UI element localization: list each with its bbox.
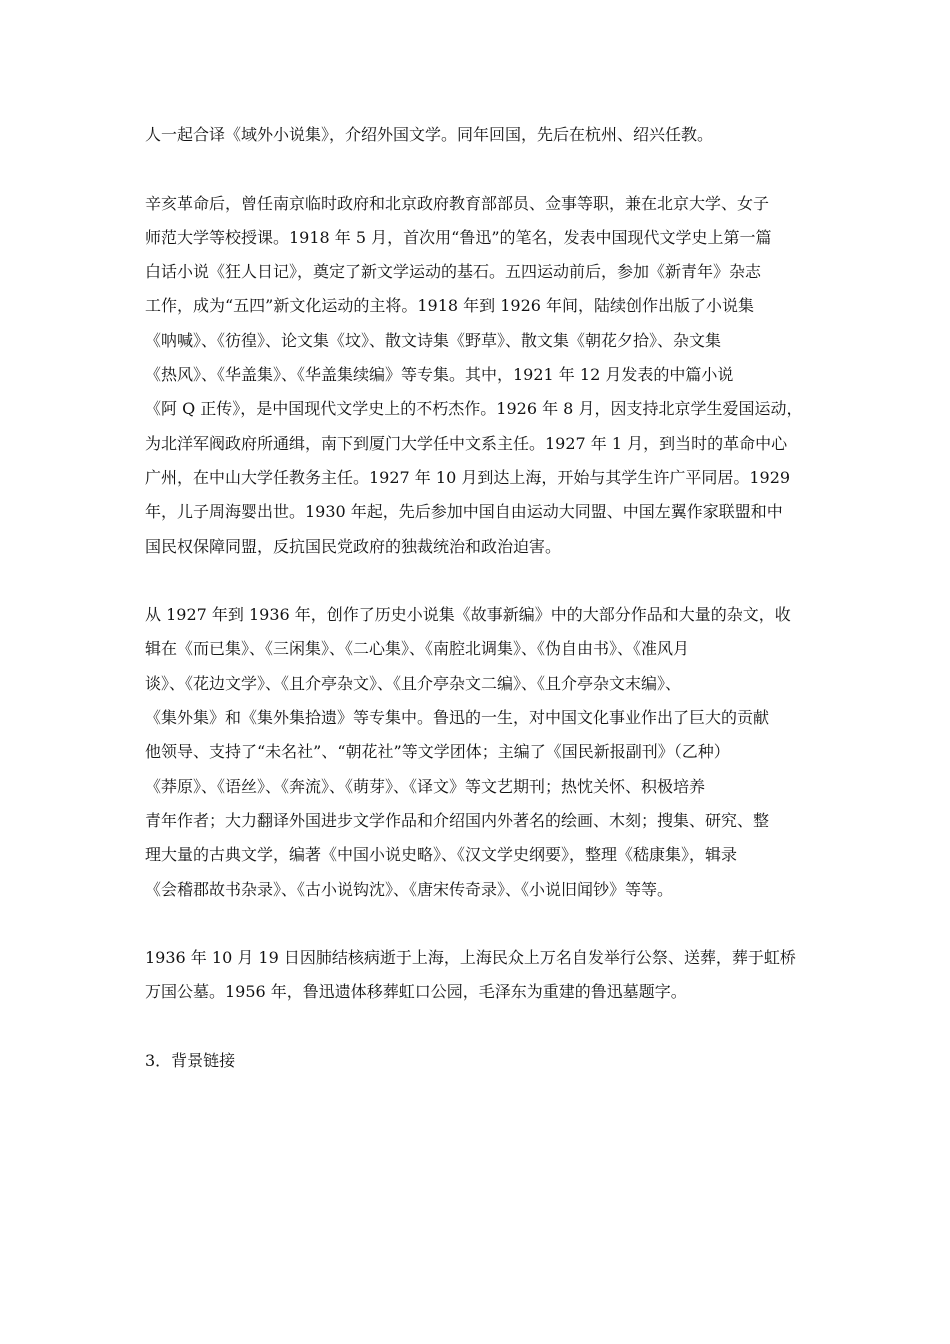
text-line: 《会稽郡故书杂录》、《古小说钩沈》、《唐宋传奇录》、《小说旧闻钞》等等。 [145,879,674,899]
text-line: 辛亥革命后，曾任南京临时政府和北京政府教育部部员、佥事等职，兼在北京大学、女子 [145,193,770,213]
paragraph [145,598,817,907]
text-line: 为北洋军阀政府所通缉，南下到厦门大学任中文系主任。1927 年 1 月，到当时的革命中心 [145,433,788,453]
paragraph-gap [145,1010,817,1044]
text-line: 谈》、《花边文学》、《且介亭杂文》、《且介亭杂文二编》、《且介亭杂文末编》、 [145,673,682,693]
text-line: 人一起合译《域外小说集》，介绍外国文学。同年回国，先后在杭州、绍兴任教。 [145,125,714,144]
text-line: 1936 年 10 月 19 日因肺结核病逝于上海，上海民众上万名自发举行公祭、送葬，葬于虹桥 [145,948,796,968]
text-line: 《呐喊》、《彷徨》、论文集《坟》、散文诗集《野草》、散文集《朝花夕拾》、杂文集 [145,330,722,350]
paragraph-gap [145,907,817,941]
paragraph [145,941,817,1010]
text-line: 国民权保障同盟，反抗国民党政府的独裁统治和政治迫害。 [145,536,562,556]
text-line: 3．背景链接 [145,1051,236,1071]
text-line: 万国公墓。1956 年，鲁迅遗体移葬虹口公园，毛泽东为重建的鲁迅墓题字。 [145,982,687,1002]
text-line: 《阿 Q 正传》，是中国现代文学史上的不朽杰作。1926 年 8 月，因支持北京学生爱国运动， [145,399,803,419]
text-line: 《集外集》和《集外集拾遗》等专集中。鲁迅的一生，对中国文化事业作出了巨大的贡献 [145,708,770,728]
text-line: 他领导、支持了“未名社”、“朝花社”等文学团体；主编了《国民新报副刊》（乙种） [145,742,730,762]
text-line: 青年作者；大力翻译外国进步文学作品和介绍国内外著名的绘画、木刻；搜集、研究、整 [145,810,770,830]
text-line: 《莽原》、《语丝》、《奔流》、《萌芽》、《译文》等文艺期刊；热忱关怀、积极培养 [145,776,706,796]
text-line: 《热风》、《华盖集》、《华盖集续编》等专集。其中，1921 年 12 月发表的中篇小说 [145,365,734,385]
text-line: 从 1927 年到 1936 年，创作了历史小说集《故事新编》中的大部分作品和大量的杂文，收 [145,605,791,625]
text-line: 广州，在中山大学任教务主任。1927 年 10 月到达上海，开始与其学生许广平同居。1929 [145,467,791,487]
text-line: 师范大学等校授课。1918 年 5 月，首次用“鲁迅”的笔名，发表中国现代文学史上第一篇 [145,227,772,247]
text-line: 年，儿子周海婴出世。1930 年起，先后参加中国自由运动大同盟、中国左翼作家联盟和中 [145,502,783,522]
text-line: 白话小说《狂人日记》，奠定了新文学运动的基石。五四运动前后，参加《新青年》杂志 [145,262,762,282]
text-line: 理大量的古典文学，编著《中国小说史略》、《汉文学史纲要》，整理《嵇康集》，辑录 [145,845,738,865]
document-body [145,118,817,1078]
paragraph-gap [145,564,817,598]
paragraph-gap [145,152,817,186]
paragraph [145,118,817,152]
section-heading [145,1044,817,1078]
paragraph [145,187,817,564]
text-line: 工作，成为“五四”新文化运动的主将。1918 年到 1926 年间，陆续创作出版了小说集 [145,296,755,316]
text-line: 辑在《而已集》、《三闲集》、《二心集》、《南腔北调集》、《伪自由书》、《准风月 [145,639,690,659]
